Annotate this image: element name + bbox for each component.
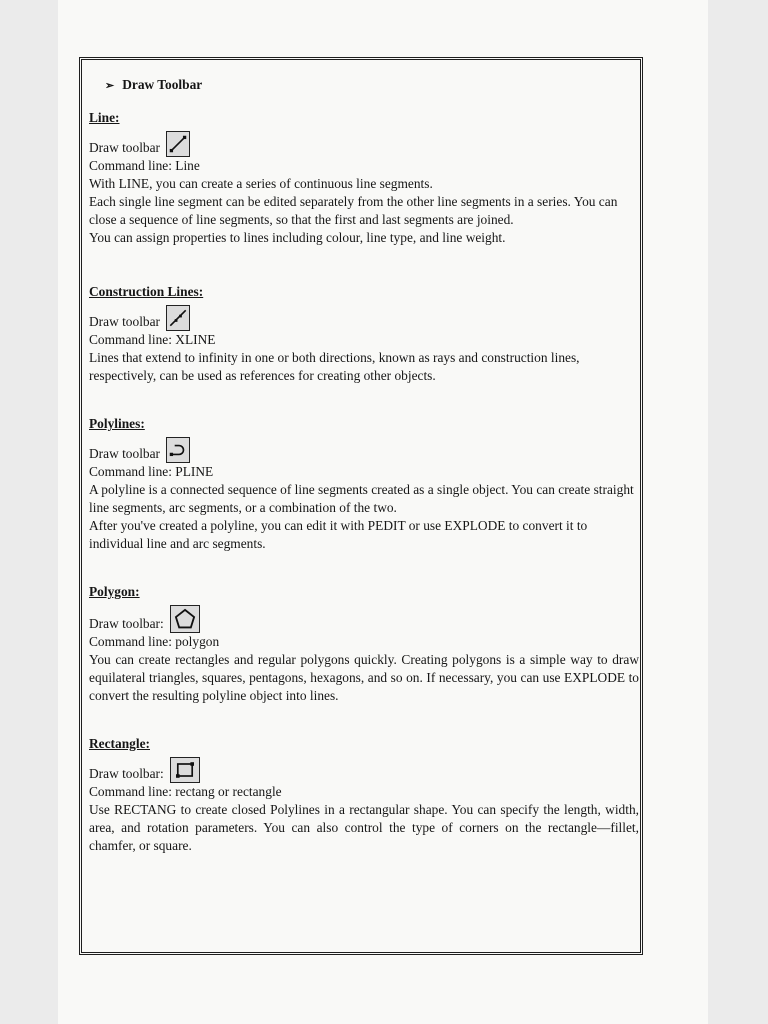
paragraph: You can create rectangles and regular polygons quickly. Creating polygons is a simple way to draw equilateral triangles, squares, pentagons, hexagons, and so on. If necessary, you can use EXPLODE to convert the resulting polyline object into lines.: [89, 652, 639, 703]
toolbar-row: [89, 605, 639, 633]
section-heading: Rectangle:: [89, 736, 150, 751]
section-heading: Construction Lines:: [89, 284, 204, 299]
polygon-icon: [170, 605, 200, 633]
command-line: Command line: PLINE: [89, 464, 214, 479]
toolbar-label: Draw toolbar: [89, 446, 161, 461]
paragraph: With LINE, you can create a series of continuous line segments.: [89, 176, 433, 191]
rectangle-icon: [170, 757, 200, 783]
section-line: [89, 109, 639, 247]
construction-line-icon: [166, 305, 190, 331]
page-title-text: Draw Toolbar: [122, 77, 203, 92]
document-body: [89, 70, 639, 879]
command-line: Command line: rectang or rectangle: [89, 784, 282, 799]
toolbar-label: Draw toolbar:: [89, 616, 164, 631]
toolbar-label: Draw toolbar: [89, 140, 161, 155]
command-line: Command line: Line: [89, 158, 200, 173]
paragraph: After you've created a polyline, you can edit it with PEDIT or use EXPLODE to convert it to individual line and arc segments.: [89, 518, 588, 551]
bullet-arrow-icon: ➢: [105, 80, 115, 92]
section-polygon: [89, 583, 639, 705]
paragraph: Use RECTANG to create closed Polylines in a rectangular shape. You can specify the length, width, area, and rotation parameters. You can also control the type of corners on the rectangle—fillet, chamfer, or square.: [89, 802, 639, 853]
section-polylines: [89, 415, 639, 553]
paragraph: Each single line segment can be edited separately from the other line segments in a series. You can close a sequence of line segments, so that the first and last segments are joined.: [89, 194, 618, 227]
section-rectangle: [89, 735, 639, 855]
command-line: Command line: XLINE: [89, 332, 216, 347]
polyline-icon: [166, 437, 190, 463]
toolbar-label: Draw toolbar: [89, 314, 161, 329]
page-title: [105, 76, 639, 95]
toolbar-row: [89, 437, 639, 463]
section-construction-lines: [89, 283, 639, 385]
toolbar-label: Draw toolbar:: [89, 766, 164, 781]
section-heading: Line:: [89, 110, 120, 125]
paragraph: A polyline is a connected sequence of line segments created as a single object. You can create straight line segments, arc segments, or a combination of the two.: [89, 482, 634, 515]
section-heading: Polygon:: [89, 584, 140, 599]
section-heading: Polylines:: [89, 416, 145, 431]
paragraph: Lines that extend to infinity in one or both directions, known as rays and construction lines, respectively, can be used as references for creating other objects.: [89, 350, 580, 383]
toolbar-row: [89, 757, 639, 783]
command-line: Command line: polygon: [89, 634, 220, 649]
line-icon: [166, 131, 190, 157]
toolbar-row: [89, 131, 639, 157]
paragraph: You can assign properties to lines including colour, line type, and line weight.: [89, 230, 506, 245]
toolbar-row: [89, 305, 639, 331]
